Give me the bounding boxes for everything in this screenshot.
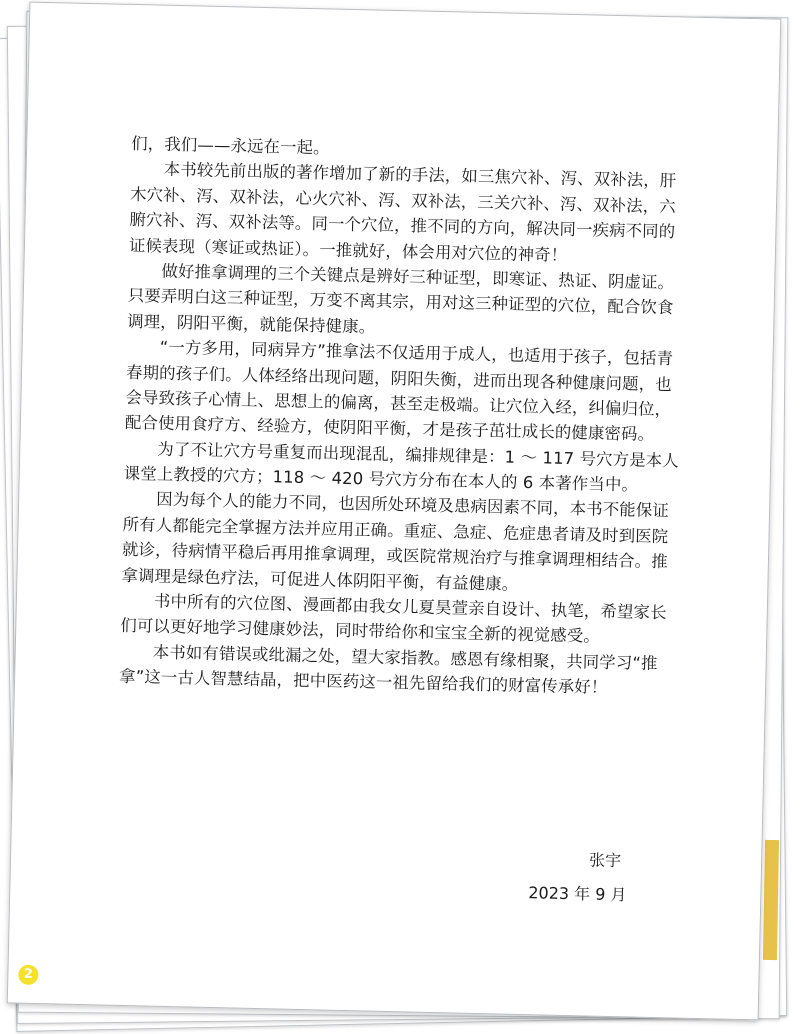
text-line: 本书较先前出版的著作增加了新的手法，如三焦穴补、泻、双补法，肝 xyxy=(130,159,677,191)
text-line: 会导致孩子心情上、思想上的偏离，甚至走极端。让穴位入经，纠偏归位， xyxy=(125,387,672,420)
text-line: 因为每个人的能力不同，也因所处环境及患病因素不同，本书不能保证 xyxy=(122,489,670,521)
text-line: 们，我们——永远在一起。 xyxy=(131,133,330,158)
text-line: 配合使用食疗方、经验方，使阴阳平衡，才是孩子茁壮成长的健康密码。 xyxy=(124,413,655,445)
text-line: 们可以更好地学习健康妙法，同时带给你和宝宝全新的视觉感受。 xyxy=(120,616,601,647)
text-line: 做好推拿调理的三个关键点是辨好三种证型，即寒证、热证、阴虚证。 xyxy=(128,260,675,293)
signature-author: 张宇 xyxy=(588,850,622,871)
text-line: 课堂上教授的穴方；118 ～ 420 号穴方分布在本人的 6 本著作当中。 xyxy=(123,463,639,495)
text-line: 就诊，待病情平稳后再用推拿调理，或医院常规治疗与推拿调理相结合。推 xyxy=(121,540,668,572)
text-line: 调理，阴阳平衡，就能保持健康。 xyxy=(127,311,376,337)
text-line: 腑穴补、泻、双补法等。同一个穴位，推不同的方向，解决同一疾病不同的 xyxy=(129,210,676,242)
page-number-badge: 2 xyxy=(18,965,38,985)
text-line: 拿”这一古人智慧结晶，把中医药这一祖先留给我们的财富传承好！ xyxy=(118,667,608,698)
signature-date: 2023 年 9 月 xyxy=(528,883,627,905)
text-line: 拿调理是绿色疗法，可促进人体阴阳平衡，有益健康。 xyxy=(121,565,519,594)
text-line: 书中所有的穴位图、漫画都由我女儿夏昊萱亲自设计、执笔，希望家长 xyxy=(120,590,667,623)
text-line: 木穴补、泻、双补法，心火穴补、泻、双补法，三关穴补、泻、双补法，六 xyxy=(129,184,677,217)
back-book-edge-yellow xyxy=(763,840,779,960)
text-line: 春期的孩子们。人体经络出现问题，阴阳失衡，进而出现各种健康问题，也 xyxy=(125,362,673,394)
text-line: 为了不让穴方号重复而出现混乱，编排规律是：1 ～ 117 号穴方是本人 xyxy=(124,438,680,471)
preface-body xyxy=(119,131,692,702)
text-line: “一方多用，同病异方”推拿法不仅适用于成人，也适用于孩子，包括青 xyxy=(126,337,674,369)
text-line: 本书如有错误或纰漏之处，望大家指教。感恩有缘相聚，共同学习“推 xyxy=(119,641,658,673)
text-line: 只要弄明白这三种证型，万变不离其宗，用对这三种证型的穴位，配合饮食 xyxy=(127,286,674,318)
book-page xyxy=(7,2,782,1021)
text-line: 证候表现（寒证或热证）。一推就好，体会用对穴位的神奇！ xyxy=(128,235,568,265)
text-line: 所有人都能完全掌握方法并应用正确。重症、急症、危症患者请及时到医院 xyxy=(122,514,669,547)
